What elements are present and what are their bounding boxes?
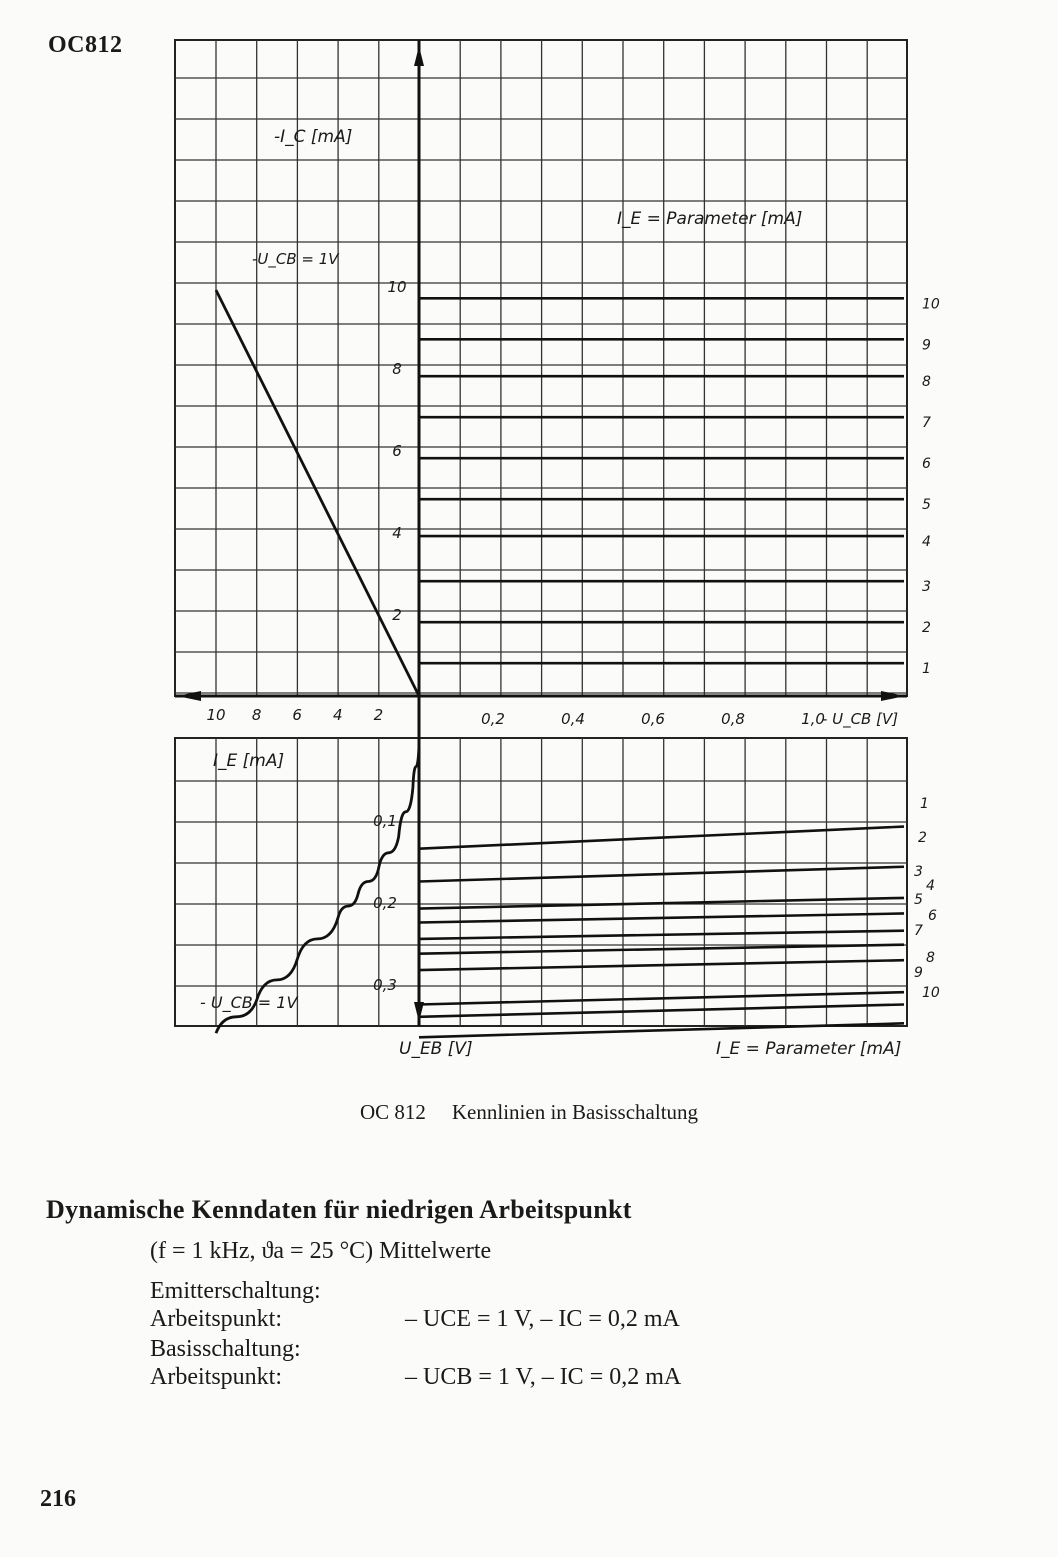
feedback-curve-ie-1	[419, 827, 904, 849]
y-tick-ic-10: 10	[387, 278, 407, 296]
row-label-arbeitspunkt-1: Arbeitspunkt:	[150, 1306, 282, 1332]
lower-condition-label: - U_CB = 1V	[200, 993, 298, 1012]
feedback-curve-ie-7	[419, 960, 904, 970]
y-tick-ic-2: 2	[392, 606, 402, 624]
feedback-curve-label-8: 8	[926, 950, 935, 966]
y-tick-ic-8: 8	[392, 360, 402, 378]
page-header-model: OC812	[48, 32, 123, 58]
x-tick-ie-10: 10	[206, 706, 226, 724]
feedback-curve-label-9: 9	[914, 965, 923, 981]
output-curve-label-9: 9	[922, 337, 931, 354]
row-label-arbeitspunkt-2: Arbeitspunkt:	[150, 1364, 282, 1390]
chart-curves	[216, 290, 904, 1037]
transfer-curve	[216, 290, 419, 696]
y-axis-arrow-up	[414, 46, 424, 66]
row-label-basisschaltung: Basisschaltung:	[150, 1336, 301, 1362]
output-curve-label-7: 7	[922, 415, 931, 432]
upper-parameter-label: I_E = Parameter [mA]	[617, 209, 803, 229]
upper-condition-label: -U_CB = 1V	[252, 250, 339, 268]
y-tick-ic-6: 6	[392, 442, 402, 460]
row-value-arbeitspunkt-2: – UCB = 1 V, – IC = 0,2 mA	[405, 1364, 682, 1390]
output-curve-label-3: 3	[922, 579, 931, 596]
output-curve-label-1: 1	[922, 661, 931, 678]
x-tick-ie-6: 6	[292, 706, 302, 724]
feedback-curve-label-10: 10	[922, 985, 940, 1001]
x-tick-ie-8: 8	[251, 706, 262, 724]
feedback-curve-label-3: 3	[914, 864, 923, 880]
x-tick-ie-4: 4	[333, 706, 343, 724]
output-curve-label-10: 10	[922, 296, 940, 313]
x-tick-ucb-0,6: 0,6	[641, 710, 665, 728]
caption-text: Kennlinien in Basisschaltung	[451, 1100, 699, 1124]
x-tick-ucb-0,4: 0,4	[561, 710, 585, 728]
feedback-curve-label-4: 4	[926, 878, 935, 894]
page-number: 216	[40, 1486, 76, 1512]
output-curve-label-5: 5	[922, 497, 931, 514]
feedback-curve-ie-6	[419, 945, 904, 954]
output-curve-label-4: 4	[922, 534, 931, 551]
feedback-curve-ie-9	[419, 1005, 904, 1017]
y-tick-ueb-0,2: 0,2	[373, 894, 397, 912]
feedback-curve-label-7: 7	[914, 923, 923, 939]
x-axis-label-ucb: - U_CB [V]	[821, 710, 899, 728]
feedback-curve-label-2: 2	[918, 830, 927, 846]
output-curve-label-6: 6	[922, 456, 931, 473]
lower-parameter-label: I_E = Parameter [mA]	[716, 1039, 902, 1059]
x-tick-ie-2: 2	[373, 706, 384, 724]
y-tick-ueb-0,1: 0,1	[373, 812, 397, 830]
y-axis-label-ic: -I_C [mA]	[274, 127, 353, 147]
row-label-emitterschaltung: Emitterschaltung:	[150, 1278, 321, 1304]
output-curve-label-8: 8	[922, 374, 931, 391]
feedback-curve-ie-4	[419, 913, 904, 922]
caption-model: OC 812	[359, 1100, 426, 1124]
lower-ie-axis-label: I_E [mA]	[213, 751, 285, 771]
y-tick-ueb-0,3: 0,3	[373, 976, 397, 994]
output-curve-label-2: 2	[922, 620, 931, 637]
x-tick-ucb-0,2: 0,2	[481, 710, 505, 728]
y-axis-label-ueb: U_EB [V]	[399, 1039, 473, 1059]
feedback-curve-label-5: 5	[914, 892, 923, 908]
x-tick-ucb-1,0: 1,0	[801, 710, 825, 728]
feedback-curve-label-1: 1	[920, 796, 929, 812]
section-title: Dynamische Kenndaten für niedrigen Arbeitspunkt	[46, 1195, 632, 1224]
measurement-conditions: (f = 1 kHz, ϑa = 25 °C) Mittelwerte	[150, 1238, 492, 1264]
feedback-curve-ie-3	[419, 898, 904, 909]
feedback-curve-ie-5	[419, 931, 904, 939]
row-value-arbeitspunkt-1: – UCE = 1 V, – IC = 0,2 mA	[405, 1306, 680, 1332]
feedback-curve-ie-2	[419, 867, 904, 882]
feedback-curve-label-6: 6	[928, 908, 937, 924]
x-tick-ucb-0,8: 0,8	[721, 710, 745, 728]
feedback-curve-ie-8	[419, 992, 904, 1004]
y-tick-ic-4: 4	[392, 524, 402, 542]
figure-caption	[0, 1100, 1058, 1125]
